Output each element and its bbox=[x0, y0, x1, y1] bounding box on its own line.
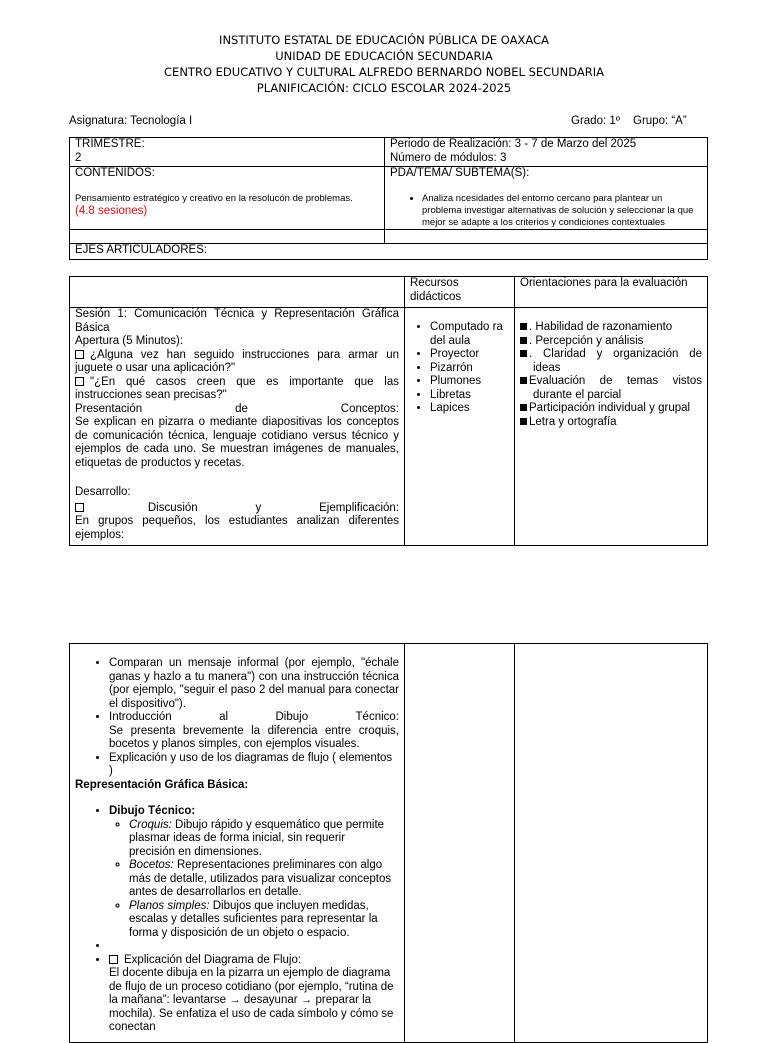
discusion-text: En grupos pequeños, los estudiantes analizan diferentes ejemplos: bbox=[75, 515, 399, 541]
trimestre-label: TRIMESTRE: bbox=[75, 138, 145, 150]
orientacion-item: . Claridad y organización de ideas bbox=[520, 348, 702, 375]
recurso-item: • Lapices bbox=[430, 402, 509, 416]
orientacion-item: Participación individual y grupal bbox=[520, 402, 702, 416]
list-item: ◦ Croquis: Dibujo rápido y esquemático que permite plasmar ideas de forma inicial, sin requerir precisión en dimensiones. bbox=[129, 819, 393, 860]
orientacion-item: Letra y ortografía bbox=[520, 416, 702, 430]
presentacion-word-2: de bbox=[235, 402, 248, 415]
list-item bbox=[109, 711, 399, 752]
presentacion-word-1: Presentación bbox=[75, 402, 143, 415]
pda-list bbox=[390, 193, 702, 229]
dibujo-list bbox=[75, 805, 399, 1035]
document-header bbox=[0, 32, 768, 96]
discusion-word-1: Discusión bbox=[147, 501, 198, 514]
list-item-empty bbox=[109, 940, 399, 954]
presentacion-heading bbox=[75, 403, 399, 417]
desarrollo-label: Desarrollo: bbox=[75, 486, 131, 498]
recurso-item: • Libretas bbox=[430, 389, 509, 403]
intro-word-2: al bbox=[219, 711, 229, 723]
question-1-text: ¿Alguna vez han seguido instrucciones para armar un juguete o usar una aplicación?" bbox=[75, 348, 399, 374]
contenidos-label: CONTENIDOS: bbox=[75, 167, 155, 179]
empty-cell-left bbox=[70, 229, 385, 243]
list-item: ◦ Planos simples: Dibujos que incluyen medidas, escalas y detalles suficientes para representar la forma y disposición de un objeto o espacio. bbox=[129, 900, 399, 941]
orientacion-item: Evaluación de temas vistos durante el parcial bbox=[520, 375, 702, 402]
plan-table bbox=[69, 276, 708, 546]
contenido-text: Pensamiento estratégico y creativo en la resolucón de problemas. bbox=[75, 192, 353, 204]
discusion-heading bbox=[75, 502, 399, 516]
continuation-orientaciones-cell bbox=[515, 644, 708, 1043]
list-item: • Explicación y uso de los diagramas de flujo ( elementos ) bbox=[109, 752, 399, 779]
recurso-item: • Pizarrón bbox=[430, 362, 509, 376]
subject-label: Asignatura: Tecnología I bbox=[69, 115, 193, 127]
list-item: • Comparan un mensaje informal (por ejemplo, "échale ganas y hazlo a tu manera") con una instrucción técnica (por ejemplo, "seguir el paso 2 del manual para conectar el dispositivo"). bbox=[109, 657, 399, 711]
recursos-header bbox=[405, 277, 515, 308]
continuation-recursos-cell bbox=[405, 644, 515, 1043]
dibujo-title: Dibujo Técnico: bbox=[109, 805, 196, 817]
intro-text: Se presenta brevemente la diferencia entre croquis, bocetos y planos simples, con ejemplos visuales. bbox=[109, 724, 399, 750]
header-school: CENTRO EDUCATIVO Y CULTURAL ALFREDO BERNARDO NOBEL SECUNDARIA bbox=[164, 65, 604, 79]
square-bullet-icon bbox=[520, 377, 527, 384]
square-bullet-icon bbox=[520, 418, 527, 425]
plan-header-empty bbox=[70, 277, 405, 308]
ejes-cell bbox=[70, 243, 708, 259]
recurso-item: • Computado ra del aula bbox=[430, 321, 509, 348]
periodo-text: Periodo de Realización: 3 - 7 de Marzo del 2025 bbox=[390, 138, 637, 150]
continuation-cell bbox=[70, 644, 405, 1043]
list-item bbox=[109, 805, 399, 940]
header-institute: INSTITUTO ESTATAL DE EDUCACIÓN PÚBLICA DE OAXACA bbox=[219, 33, 549, 47]
square-bullet-icon bbox=[520, 404, 527, 411]
square-bullet-icon bbox=[520, 323, 527, 330]
square-bullet-icon bbox=[520, 350, 527, 357]
periodo-cell bbox=[385, 138, 708, 167]
recursos-list bbox=[396, 321, 509, 416]
group-label: Grupo: “A” bbox=[633, 115, 687, 127]
orientacion-item: . Habilidad de razonamiento bbox=[520, 321, 702, 335]
checkbox-glyph-icon bbox=[75, 350, 84, 359]
checkbox-glyph-icon bbox=[75, 503, 84, 512]
square-bullet-icon bbox=[520, 337, 527, 344]
info-table bbox=[69, 137, 708, 260]
orientaciones-list bbox=[520, 321, 702, 429]
session-cell bbox=[70, 308, 405, 546]
question-2 bbox=[75, 376, 399, 403]
presentacion-text: Se explican en pizarra o mediante diapositivas los conceptos de comunicación técnica, lenguaje cotidiano versus técnico y ejemplos de cada uno. Se muestran imágenes de manuales, etiquetas de productos y recetas. bbox=[75, 416, 399, 469]
list-item: ◦ Bocetos: Representaciones preliminares con algo más de detalle, utilizados para visualizar conceptos antes de desarrollarlos en detalle. bbox=[129, 859, 393, 900]
pda-label: PDA/TEMA/ SUBTEMA(S): bbox=[390, 167, 530, 179]
dibujo-sublist bbox=[109, 819, 399, 941]
discusion-word-2: y bbox=[255, 501, 262, 514]
recurso-item: • Plumones bbox=[430, 375, 509, 389]
recurso-item: • Proyector bbox=[430, 348, 509, 362]
empty-cell-right bbox=[385, 229, 708, 243]
recursos-cell bbox=[405, 308, 515, 546]
continuation-list bbox=[75, 657, 399, 779]
checkbox-glyph-icon bbox=[109, 955, 118, 964]
session-title: Sesión 1: Comunicación Técnica y Representación Gráfica Básica bbox=[75, 308, 399, 334]
orientacion-item: . Percepción y análisis bbox=[520, 335, 702, 349]
sesiones-text: (4.8 sesiones) bbox=[75, 204, 148, 217]
intro-word-1: • Introducción bbox=[109, 711, 172, 723]
presentacion-word-3: Conceptos: bbox=[340, 402, 399, 415]
question-2-text: "¿En qué casos creen que es importante que las instrucciones sean precisas?" bbox=[75, 375, 399, 401]
orientaciones-cell bbox=[515, 308, 708, 546]
discusion-word-3: Ejemplificación: bbox=[319, 501, 399, 514]
continuation-table bbox=[69, 643, 708, 1043]
header-plan: PLANIFICACIÓN: CICLO ESCOLAR 2024-2025 bbox=[256, 81, 512, 95]
diagrama-text: El docente dibuja en la pizarra un ejemplo de diagrama de flujo de un proceso cotidiano (por ejemplo, “rutina de la mañana”: levantarse → desayunar → preparar la mochila). Se enfatiza el uso de cada símbolo y cómo se conectan bbox=[109, 967, 394, 1033]
pda-item: • Analiza ncesidades del entorno cercano para plantear un problema investigar alternativas de solución y seleccionar la que mejor se adapte a los criterios y condiciones contextuales bbox=[422, 193, 702, 229]
checkbox-glyph-icon bbox=[75, 377, 84, 386]
intro-word-3: Dibujo bbox=[275, 711, 309, 723]
recursos-header-text: Recursos didácticos bbox=[410, 277, 462, 303]
ejes-label: EJES ARTICULADORES: bbox=[75, 243, 208, 256]
apertura-label: Apertura (5 Minutos): bbox=[75, 335, 184, 347]
header-unit: UNIDAD DE EDUCACIÓN SECUNDARIA bbox=[275, 49, 493, 63]
rep-title: Representación Gráfica Básica: bbox=[75, 778, 249, 791]
orientaciones-header bbox=[515, 277, 708, 308]
intro-word-4: Técnico: bbox=[355, 711, 399, 723]
contenidos-cell bbox=[70, 167, 385, 230]
pda-cell bbox=[385, 167, 708, 230]
grade-label: Grado: 1º bbox=[571, 115, 620, 127]
list-item: • Explicación del Diagrama de Flujo: El docente dibuja en la pizarra un ejemplo de diagrama de flujo de un proceso cotidiano (por ejemplo, “rutina de la mañana”: levantarse → desayunar → preparar la mochila). Se enfatiza el uso de cada símbolo y cómo se conectan bbox=[109, 954, 399, 1035]
question-1 bbox=[75, 349, 399, 376]
trimestre-value: 2 bbox=[75, 151, 82, 164]
trimestre-cell bbox=[70, 138, 385, 167]
orientaciones-header-text: Orientaciones para la evaluación bbox=[520, 277, 688, 289]
modulos-text: Número de módulos: 3 bbox=[390, 151, 507, 164]
